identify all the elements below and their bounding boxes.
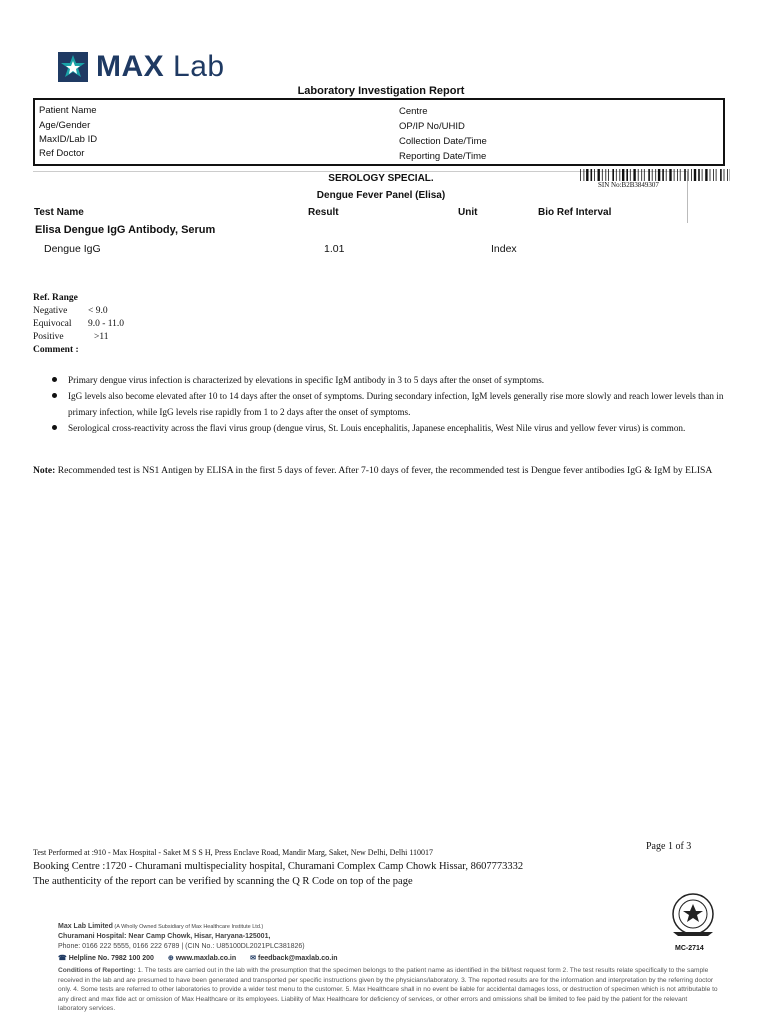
collection-date-label: Collection Date/Time <box>399 136 487 147</box>
barcode-bar <box>586 169 588 181</box>
patient-info-box <box>33 98 725 166</box>
barcode-bar <box>612 169 614 181</box>
barcode-bar <box>684 169 686 181</box>
header-result: Result <box>308 207 339 218</box>
header-test-name: Test Name <box>34 207 84 218</box>
barcode-bar <box>694 169 696 181</box>
barcode-bar <box>598 169 600 181</box>
note-text: Recommended test is NS1 Antigen by ELISA in the first 5 days of fever. After 7-10 days of fever, the recommended test is Dengue fever antibodies IgG & IgM by ELISA <box>55 465 713 476</box>
barcode-bar <box>644 169 645 181</box>
bullet-icon <box>52 377 57 382</box>
barcode-bar <box>619 169 620 181</box>
barcode-bar <box>605 169 606 181</box>
max-star-logo-icon <box>58 52 88 82</box>
ref-value: 9.0 - 11.0 <box>88 319 125 329</box>
mail-icon: ✉ <box>250 955 257 962</box>
barcode-bar <box>698 169 700 181</box>
ref-row-equivocal <box>33 318 124 331</box>
barcode-bar <box>616 169 617 181</box>
barcode-bar <box>591 169 593 181</box>
test-name-cell: Dengue IgG <box>44 243 101 255</box>
comment-label: Comment : <box>33 345 79 355</box>
website-link[interactable]: www.maxlab.co.in <box>175 955 237 962</box>
comment-text: Primary dengue virus infection is characterized by elevations in specific IgM antibody in 3 to 5 days after the onset of symptoms. <box>68 375 545 385</box>
hospital-address: Churamani Hospital: Near Camp Chowk, Hisar, Haryana-125001, <box>58 933 271 940</box>
barcode-bar <box>727 169 728 181</box>
bullet-icon <box>52 425 57 430</box>
conditions-label: Conditions of Reporting: <box>58 967 136 974</box>
op-ip-label: OP/IP No/UHID <box>399 121 465 132</box>
header-unit: Unit <box>458 207 478 218</box>
list-item <box>50 388 736 420</box>
barcode-bar <box>648 169 650 181</box>
comments-list <box>50 372 736 436</box>
phone-icon: ☎ <box>58 955 67 962</box>
barcode-bar <box>662 169 664 181</box>
barcode-bar <box>669 169 671 181</box>
phone-line: Phone: 0166 222 5555, 0166 222 6789 | (CIN No.: U85100DL2021PLC381826) <box>58 943 305 950</box>
company-name: Max Lab Limited <box>58 923 113 930</box>
barcode-bar <box>652 169 653 181</box>
accreditation-number: MC-2714 <box>675 945 704 952</box>
barcode-bar <box>713 169 714 181</box>
header-bio-ref: Bio Ref Interval <box>538 207 612 218</box>
barcode-bar <box>705 169 707 181</box>
globe-icon: ⊕ <box>167 955 174 962</box>
barcode-bar <box>608 169 609 181</box>
age-gender-label: Age/Gender <box>39 120 91 131</box>
barcode-bar <box>702 169 703 181</box>
conditions-of-reporting <box>58 966 718 1014</box>
page-number: Page 1 of 3 <box>646 841 692 852</box>
barcode-bar <box>674 169 675 181</box>
ref-label: Equivocal <box>33 319 72 329</box>
max-id-label: MaxID/Lab ID <box>39 134 98 145</box>
barcode-bar <box>677 169 678 181</box>
ref-label: Negative <box>33 306 68 316</box>
barcode-bar <box>666 169 667 181</box>
barcode-bar <box>633 169 635 181</box>
barcode-bar <box>688 169 689 181</box>
section-title: SEROLOGY SPECIAL. <box>328 173 434 184</box>
barcode-bar <box>626 169 628 181</box>
logo-bold: MAX <box>96 50 165 83</box>
ref-label: Positive <box>33 332 64 342</box>
ref-value: < 9.0 <box>88 306 108 316</box>
barcode-bar <box>630 169 631 181</box>
barcode-bar <box>594 169 595 181</box>
barcode-bar <box>655 169 656 181</box>
test-group-title: Elisa Dengue IgG Antibody, Serum <box>35 224 216 236</box>
company-note: (A Wholly Owned Subsidiary of Max Healthcare Institute Ltd.) <box>112 924 264 930</box>
note <box>33 464 737 477</box>
logo-rest: Lab <box>164 50 225 83</box>
max-lab-logo <box>58 50 225 84</box>
barcode-bar <box>580 169 581 181</box>
report-title: Laboratory Investigation Report <box>297 85 465 97</box>
patient-name-label: Patient Name <box>39 105 97 116</box>
ref-value: >11 <box>94 332 109 342</box>
test-performed-at: Test Performed at :910 - Max Hospital - Saket M S S H, Press Enclave Road, Mandir Marg, Saket, New Delhi, Delhi 110017 <box>33 848 434 857</box>
note-label: Note: <box>33 465 56 476</box>
barcode-bar <box>691 169 692 181</box>
unit-cell: Index <box>491 243 517 255</box>
barcode-bar <box>638 169 639 181</box>
sin-number: SIN No:B2B3849307 <box>598 181 659 189</box>
list-item <box>50 372 736 388</box>
authenticity-note: The authenticity of the report can be verified by scanning the Q R Code on top of the page <box>33 876 413 887</box>
ref-range-block <box>33 292 124 357</box>
barcode-bar <box>584 169 585 181</box>
helpline: Helpline No. 7982 100 200 <box>68 955 154 962</box>
barcode-bar <box>720 169 722 181</box>
ref-row-negative <box>33 305 124 318</box>
barcode <box>580 169 730 181</box>
ref-range-title: Ref. Range <box>33 293 78 303</box>
centre-label: Centre <box>399 106 428 117</box>
bullet-icon <box>52 393 57 398</box>
email-link[interactable]: feedback@maxlab.co.in <box>258 955 338 962</box>
barcode-bar <box>680 169 681 181</box>
booking-centre: Booking Centre :1720 - Churamani multispeciality hospital, Churamani Complex Camp Chowk Hissar, 8607773332 <box>33 861 524 872</box>
barcode-bar <box>710 169 711 181</box>
barcode-bar <box>716 169 717 181</box>
comment-text: IgG levels also become elevated after 10 to 14 days after the onset of symptoms. During secondary infection, IgM levels generally rise more slowly and reach lower levels than in primary infection, while IgG levels rise rapidly from 1 to 2 days after the onset of symptoms. <box>68 391 724 417</box>
barcode-bar <box>622 169 624 181</box>
result-cell: 1.01 <box>324 243 345 255</box>
barcode-bar <box>602 169 603 181</box>
list-item <box>50 420 736 436</box>
barcode-bar <box>658 169 660 181</box>
footer <box>58 922 718 1014</box>
panel-title: Dengue Fever Panel (Elisa) <box>316 190 446 201</box>
barcode-bar <box>641 169 642 181</box>
ref-doctor-label: Ref Doctor <box>39 148 85 159</box>
barcode-bar <box>724 169 725 181</box>
reporting-date-label: Reporting Date/Time <box>399 151 487 162</box>
conditions-text: 1. The tests are carried out in the lab with the presumption that the specimen belongs to the patient name as identified in the bill/test request form 2. The test results relate specifically to the sample received in the lab and are presumed to have been generated and transported per specific instructions given by the physicians/laboratory. 3. The reported results are for the information and interpretation by the referring doctor only. 4. Some tests are referred to other laboratories to provide a wider test menu to the customer. 5. Max Healthcare shall in no event be liable for accidental damages loss, or destruction of specimen which is not attributable to any direct and max fide act or omission of Max Healthcare or its employees. Liability of Max Healthcare for deficiency of services, or other errors and omissions shall be limited to fee paid by the patient for the relevant laboratory services. <box>58 967 718 1012</box>
comment-text: Serological cross-reactivity across the flavi virus group (dengue virus, St. Louis encephalitis, Japanese encephalitis, West Nile virus and yellow fever virus) is common. <box>68 423 686 433</box>
ref-row-positive <box>33 331 124 344</box>
